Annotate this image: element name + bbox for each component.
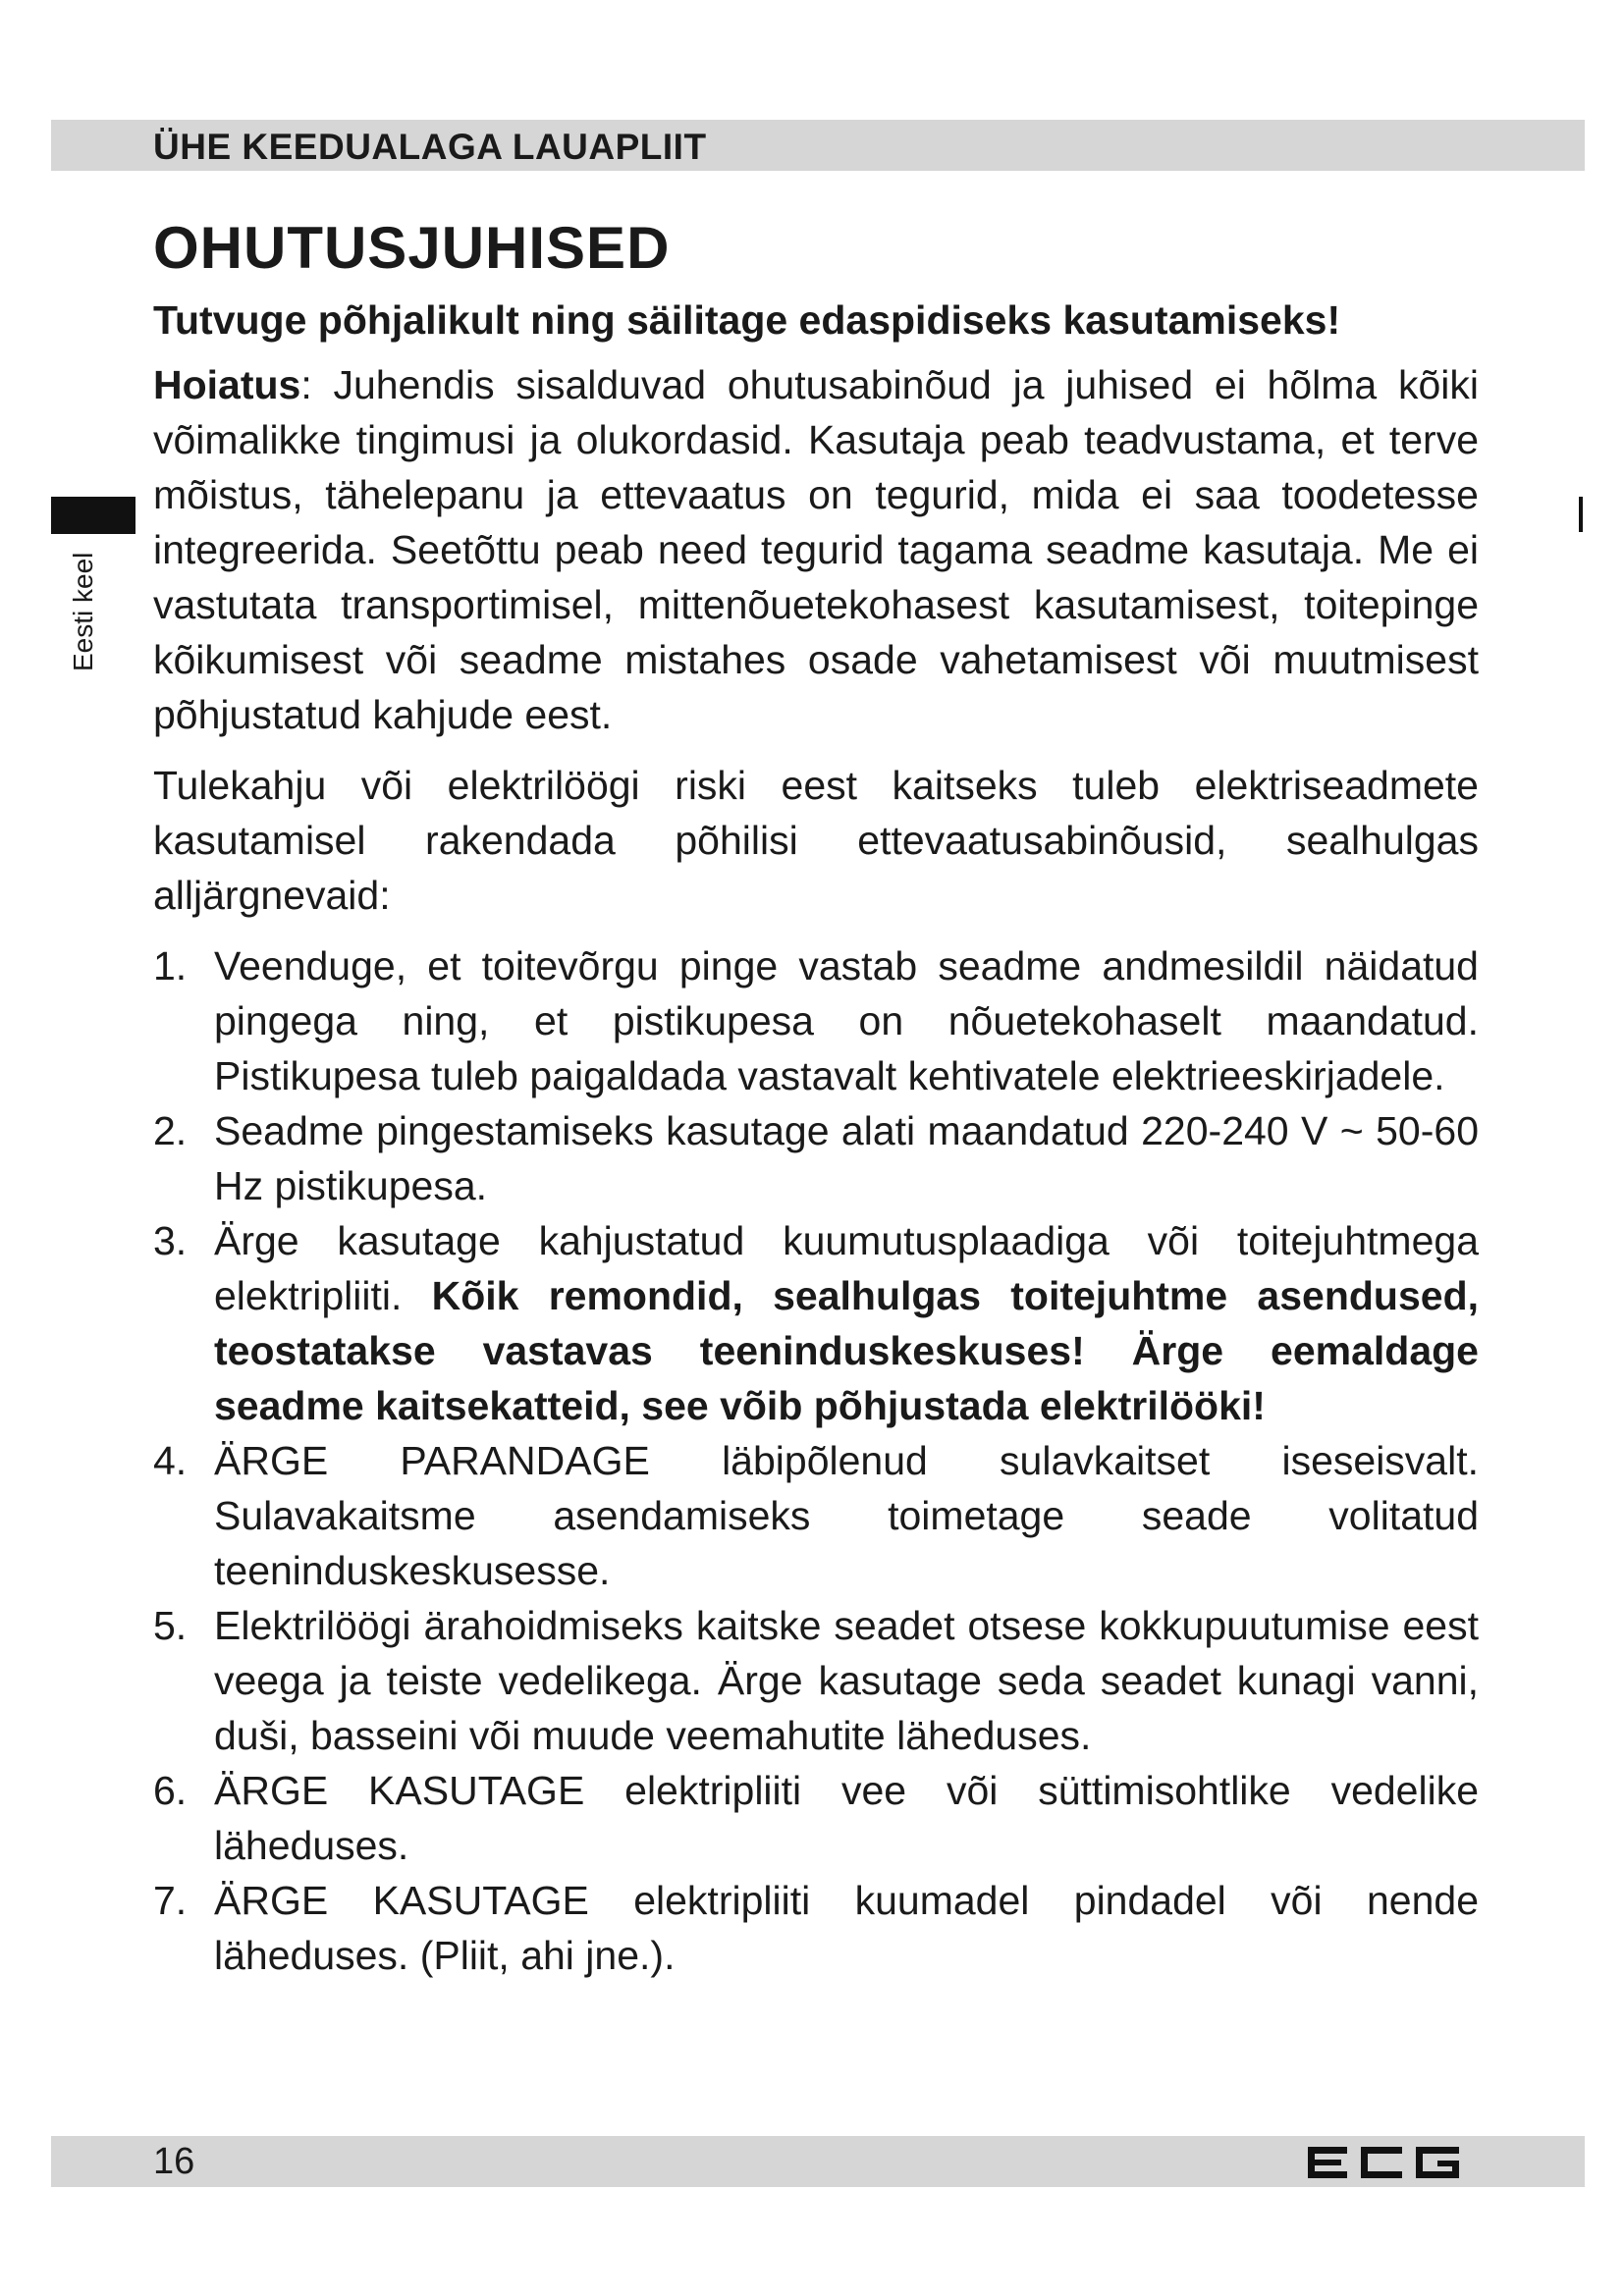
item-text: Seadme pingestamiseks kasutage alati maandatud 220-240 V ~ 50-60 Hz pistikupesa.: [214, 1108, 1479, 1208]
list-item: [153, 938, 1479, 1103]
list-item: [153, 1763, 1479, 1873]
list-item: [153, 1433, 1479, 1598]
item-number: 4.: [153, 1438, 188, 1483]
list-item: [153, 1598, 1479, 1763]
language-label: Eesti keel: [68, 552, 98, 671]
list-item: [153, 1213, 1479, 1433]
main-content: [153, 208, 1479, 1983]
ecg-logo: [1306, 2143, 1463, 2182]
item-text: Elektrilöögi ärahoidmiseks kaitske seadet otsese kokkupuutumise eest veega ja teiste vedelikega. Ärge kasutage seda seadet kunagi vanni, duši, basseini või muude veemahutite läheduses.: [214, 1603, 1479, 1758]
item-number: 5.: [153, 1603, 188, 1648]
page-heading: OHUTUSJUHISED: [153, 215, 671, 281]
item-number: 7.: [153, 1878, 188, 1923]
item-number: 6.: [153, 1768, 188, 1813]
item-bold-text: Kõik remondid, sealhulgas toitejuhtme asendused, teostatakse vastavas teeninduskeskuses! Ärge eemaldage seadme kaitsekatteid, see võib põhjustada elektrilööki!: [214, 1273, 1480, 1428]
margin-mark: [1579, 497, 1583, 532]
list-item: [153, 1103, 1479, 1213]
language-tab-marker: [51, 497, 135, 534]
warning-text: : Juhendis sisalduvad ohutusabinõud ja juhised ei hõlma kõiki võimalikke tingimusi ja olukordasid. Kasutaja peab teadvustama, et terve mõistus, tähelepanu ja ettevaatus on tegurid, mida ei saa toodetesse integreerida. Seetõttu peab need tegurid tagama seadme kasutaja. Me ei vastutata transportimisel, mittenõuetekohasest kasutamisest, toitepinge kõikumisest või seadme mistahes osade vahetamisest või muutmisest põhjustatud kahjude eest.: [153, 362, 1479, 737]
item-number: 1.: [153, 943, 188, 988]
item-text: Veenduge, et toitevõrgu pinge vastab seadme andmesildil näidatud pingega ning, et pistikupesa on nõuetekohaselt maandatud. Pistikupesa tuleb paigaldada vastavalt kehtivatele elektrieeskirjadele.: [214, 943, 1479, 1098]
item-text: Ärge kasutage kahjustatud kuumutusplaadiga või toitejuhtmega elektripliiti.: [214, 1218, 1479, 1318]
item-number: 3.: [153, 1218, 188, 1263]
subtitle: Tutvuge põhjalikult ning säilitage edaspidiseks kasutamiseks!: [153, 297, 1341, 343]
item-number: 2.: [153, 1108, 188, 1153]
intro-paragraph: Tulekahju või elektrilöögi riski eest kaitseks tuleb elektriseadmete kasutamisel rakendada põhilisi ettevaatusabinõusid, sealhulgas alljärgnevaid:: [153, 763, 1479, 918]
document-title: ÜHE KEEDUALAGA LAUAPLIIT: [153, 127, 707, 167]
page-number: 16: [153, 2141, 195, 2182]
item-text: ÄRGE PARANDAGE läbipõlenud sulavkaitset iseseisvalt. Sulavakaitsme asendamiseks toimetage seade volitatud teeninduskeskusesse.: [214, 1438, 1479, 1593]
item-text: ÄRGE KASUTAGE elektripliiti kuumadel pindadel või nende läheduses. (Pliit, ahi jne.).: [214, 1878, 1479, 1978]
warning-paragraph: [153, 357, 1479, 742]
warning-label: Hoiatus: [153, 362, 301, 407]
safety-list: [153, 938, 1479, 1983]
item-text: ÄRGE KASUTAGE elektripliiti vee või süttimisohtlike vedelike läheduses.: [214, 1768, 1479, 1868]
list-item: [153, 1873, 1479, 1983]
